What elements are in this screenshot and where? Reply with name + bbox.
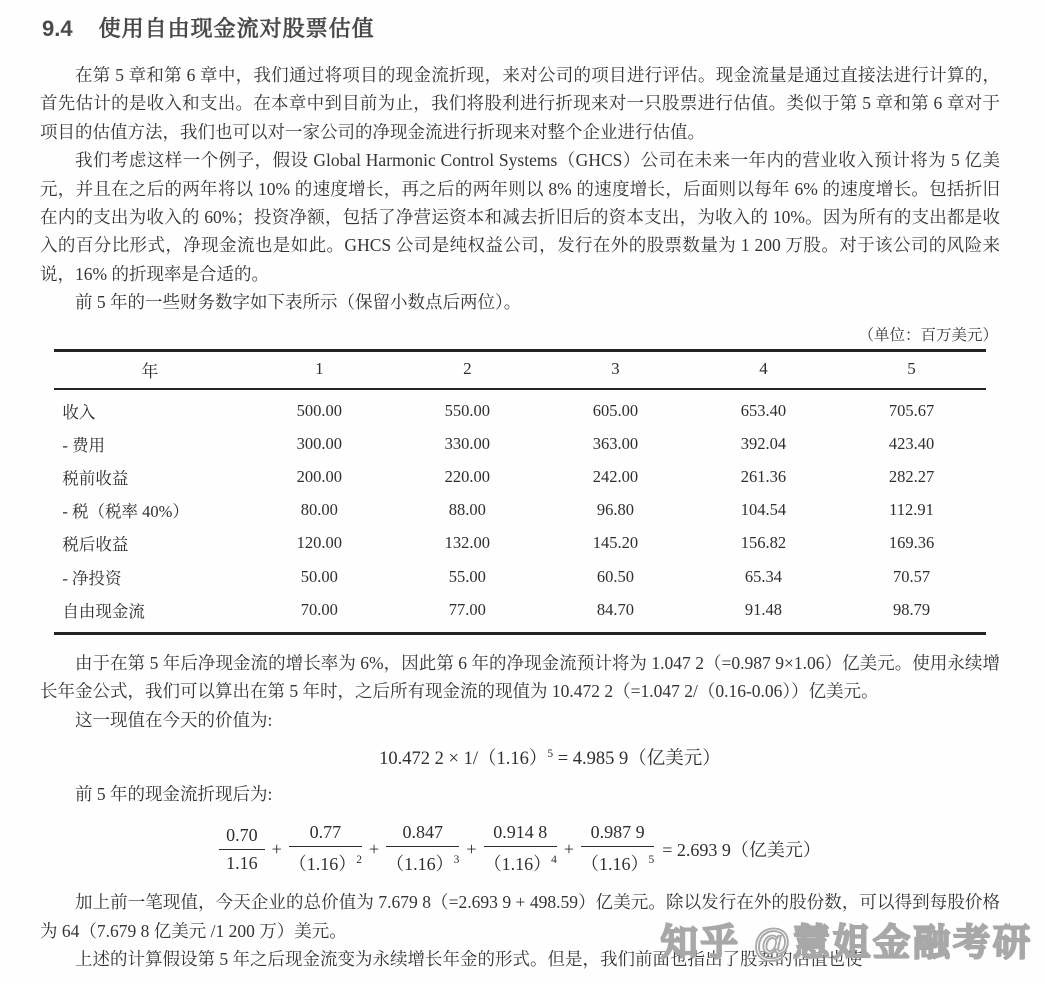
fraction-numerator: 0.847	[386, 822, 459, 847]
paragraph-intro: 在第 5 章和第 6 章中，我们通过将项目的现金流折现，来对公司的项目进行评估。现金流量是通过直接法进行计算的，首先估计的是收入和支出。在本章中到目前为止，我们将股利进行折现来对一只股票进行估值。类似于第 5 章和第 6 章对于项目的估值方法，我们也可以对一家公司的净现金流进行折现来对整个企业进行估值。	[40, 65, 1000, 142]
table-row	[54, 527, 985, 560]
table-cell: 60.50	[596, 566, 634, 586]
table-row	[54, 389, 985, 428]
table-row	[54, 560, 985, 593]
table-cell: 145.20	[592, 533, 639, 553]
table-cell: 550.00	[444, 400, 491, 420]
table-cell: 169.36	[888, 533, 935, 553]
row-label: 税前收益	[62, 469, 129, 489]
plus-operator: +	[271, 838, 282, 859]
table-cell: 220.00	[444, 467, 491, 487]
table-cell: 363.00	[592, 433, 639, 453]
denominator-exponent: 2	[356, 854, 363, 867]
table-cell: 242.00	[592, 467, 639, 487]
table-cell: 653.40	[740, 400, 787, 420]
formula-exponent: 5	[547, 747, 554, 760]
table-cell: 50.00	[300, 566, 338, 586]
plus-operator: +	[369, 838, 380, 859]
paragraph-pv-lead: 这一现值在今天的价值为:	[75, 709, 273, 730]
denominator-exponent: 4	[551, 854, 557, 867]
table-header-year: 年	[54, 350, 245, 389]
denominator-exponent: 3	[453, 854, 460, 867]
paragraph-closing: 上述的计算假设第 5 年之后现金流变为永续增长年金的形式。但是，我们前面也指出了股票的估值也使	[75, 949, 863, 970]
table-unit-note: （单位：百万美元）	[858, 326, 998, 344]
financial-table-header	[54, 350, 985, 389]
section-number: 9.4	[42, 16, 73, 41]
discounted-cashflow-formula	[40, 822, 1000, 876]
table-cell: 282.27	[888, 467, 935, 487]
table-cell: 423.40	[888, 433, 935, 453]
denominator-exponent: 5	[648, 854, 655, 867]
fraction-denominator: $(1.16)^5$	[580, 854, 655, 875]
table-cell: 55.00	[448, 566, 486, 586]
table-cell: 392.04	[740, 433, 787, 453]
formula-prefix: 10.472 2 × 1/（1.16）	[379, 749, 548, 769]
row-label: - 净投资	[62, 568, 122, 588]
formula-result: = 4.985 9（亿美元）	[557, 749, 721, 769]
table-cell: 65.34	[744, 566, 783, 586]
table-cell: 98.79	[892, 599, 931, 619]
table-header-4: 4	[689, 350, 837, 389]
table-cell: 120.00	[296, 533, 342, 553]
table-row	[54, 460, 985, 493]
fraction-numerator: 0.77	[289, 822, 362, 847]
formula-result: = 2.693 9（亿美元）	[662, 840, 821, 861]
table-header-5: 5	[837, 350, 985, 389]
section-title-text: 使用自由现金流对股票估值	[98, 16, 375, 41]
fraction-term	[484, 822, 557, 876]
table-cell: 84.70	[596, 599, 634, 619]
row-label: 自由现金流	[62, 601, 145, 621]
table-cell: 80.00	[300, 500, 338, 520]
table-cell: 300.00	[296, 433, 342, 453]
table-cell: 77.00	[448, 599, 486, 619]
fraction-numerator: 0.914 8	[484, 822, 557, 847]
table-cell: 104.54	[740, 500, 787, 520]
paragraph-total-value: 加上前一笔现值，今天企业的总价值为 7.679 8（=2.693 9 + 498.59）亿美元。除以发行在外的股份数，可以得到每股价格为 64（7.679 8 亿美元 /1 200 万）美元。	[40, 892, 1000, 941]
table-cell: 91.48	[744, 599, 783, 619]
table-cell: 705.67	[888, 400, 935, 420]
table-header-2: 2	[393, 350, 541, 389]
fraction-denominator: 1.16	[226, 852, 258, 873]
plus-operator: +	[563, 838, 574, 859]
fraction-term	[386, 822, 459, 876]
table-row	[54, 593, 985, 633]
financial-table	[54, 349, 985, 635]
table-cell: 605.00	[592, 400, 639, 420]
table-cell: 500.00	[296, 400, 342, 420]
paragraph-table-lead: 前 5 年的一些财务数字如下表所示（保留小数点后两位）。	[75, 292, 522, 313]
table-header-1: 1	[245, 350, 393, 389]
paragraph-discount-lead: 前 5 年的现金流折现后为:	[75, 784, 273, 804]
fraction-denominator: $(1.16)^4$	[483, 854, 557, 875]
table-cell: 330.00	[444, 433, 491, 453]
present-value-formula	[100, 744, 1000, 770]
table-row	[54, 427, 985, 460]
fraction-term	[289, 822, 362, 876]
fraction-term	[219, 825, 265, 874]
paragraph-growth: 由于在第 5 年后净现金流的增长率为 6%，因此第 6 年的净现金流预计将为 1.047 2（=0.987 9×1.06）亿美元。使用永续增长年金公式，我们可以算出在第 5 年时，之后所有现金流的现值为 10.472 2（=1.047 2/（0.16-0.06））亿美元。	[40, 652, 1000, 702]
fraction-denominator: $(1.16)^3$	[386, 854, 460, 875]
fraction-term	[581, 822, 654, 876]
table-cell: 200.00	[296, 467, 342, 487]
row-label: 税后收益	[62, 535, 129, 555]
paragraph-example: 我们考虑这样一个例子，假设 Global Harmonic Control Systems（GHCS）公司在未来一年内的营业收入预计将为 5 亿美元，并且在之后的两年将以 10% 的速度增长，再之后的两年则以 8% 的速度增长，后面则以每年 6% 的速度增长。包括折旧在内的支出为收入的 60%；投资净额，包括了净营运资本和减去折旧后的资本支出，为收入的 10%。因为所有的支出都是收入的百分比形式，净现金流也是如此。GHCS 公司是纯权益公司，发行在外的股票数量为 1 200 万股。对于该公司的风险来说，16% 的折现率是合适的。	[40, 150, 1000, 284]
table-cell: 88.00	[448, 500, 486, 520]
table-cell: 70.57	[892, 566, 931, 586]
zhihu-watermark: 知乎 @慧姐金融考研	[660, 922, 1033, 963]
fraction-numerator: 0.70	[219, 825, 265, 850]
fraction-denominator: $(1.16)^2$	[288, 854, 363, 875]
row-label: - 费用	[62, 435, 106, 455]
table-cell: 261.36	[740, 467, 787, 487]
section-heading	[42, 12, 1000, 43]
plus-operator: +	[466, 838, 477, 859]
row-label: - 税（税率 40%）	[62, 502, 189, 522]
table-cell: 112.91	[889, 500, 934, 520]
table-cell: 70.00	[300, 599, 338, 619]
row-label: 收入	[62, 402, 96, 422]
fraction-numerator: 0.987 9	[581, 822, 654, 847]
table-cell: 96.80	[596, 500, 634, 520]
table-cell: 132.00	[444, 533, 491, 553]
table-row	[54, 494, 985, 527]
table-header-3: 3	[541, 350, 689, 389]
table-cell: 156.82	[740, 533, 787, 553]
